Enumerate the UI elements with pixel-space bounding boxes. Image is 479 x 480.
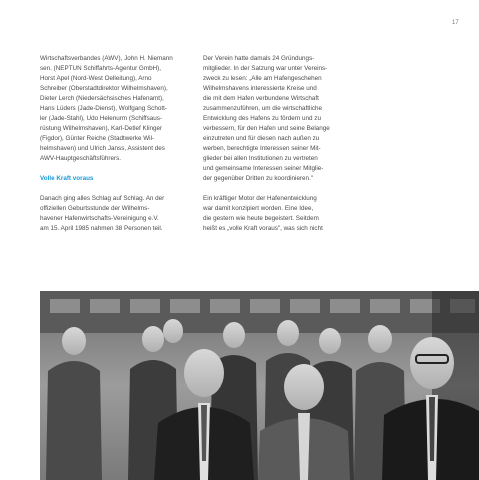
left-paragraph-2 xyxy=(40,194,190,234)
text-line: sen. (NEPTUN Schiffahrts-Agentur GmbH), xyxy=(40,65,161,72)
text-line: Wilhelmshavens interessierte Kreise und xyxy=(203,85,317,92)
text-line: einzutreten und für diesen nach außen zu xyxy=(203,135,320,142)
text-line: verbessern, für den Hafen und seine Belange xyxy=(203,125,330,132)
text-line: Entwicklung des Hafens zu fördern und zu xyxy=(203,115,321,122)
text-line: am 15. April 1985 nahmen 38 Personen teil. xyxy=(40,225,163,232)
text-line: heißt es „volle Kraft voraus", was sich nicht xyxy=(203,225,323,232)
group-photo xyxy=(40,291,479,480)
group-photo-illustration xyxy=(40,291,479,480)
text-line: havener Hafenwirtschafts-Vereinigung e.V. xyxy=(40,215,159,222)
text-line: Ein kräftiger Motor der Hafenentwicklung xyxy=(203,195,317,202)
text-line: Danach ging alles Schlag auf Schlag. An der xyxy=(40,195,165,202)
text-line: Der Verein hatte damals 24 Gründungs- xyxy=(203,55,315,62)
right-text-column xyxy=(203,54,353,234)
text-line: die gestern wie heute begeistert. Seitdem xyxy=(203,215,319,222)
right-paragraph-2 xyxy=(203,194,353,234)
text-line: Wirtschaftsverbandes (AWV), John H. Niemann xyxy=(40,55,173,62)
text-line: Horst Apel (Nord-West Oelleitung), Arno xyxy=(40,75,152,82)
text-line: der gegenüber Dritten zu koordinieren." xyxy=(203,175,314,182)
text-line: Schreiber (Oberstadtdirektor Wilhelmshaven), xyxy=(40,85,168,92)
text-line: war damit konzipiert worden. Eine Idee, xyxy=(203,205,314,212)
text-line: glieder bei allen Institutionen zu vertreten xyxy=(203,155,318,162)
text-line: (Figdor), Günter Reiche (Stadtwerke Wil- xyxy=(40,135,155,142)
right-paragraph-1 xyxy=(203,54,353,184)
text-line: rüstung Wilhelmshaven), Karl-Detlef Klinger xyxy=(40,125,163,132)
text-line: die mit dem Hafen verbundene Wirtschaft xyxy=(203,95,319,102)
text-line: zweck zu lesen: „Alle am Hafengeschehen xyxy=(203,75,322,82)
text-line: zusammenzuführen, um die wirtschaftliche xyxy=(203,105,322,112)
text-line: werben, berechtigte Interessen seiner Mit- xyxy=(203,145,321,152)
text-line: helmshaven) und Ulrich Janss, Assistent des xyxy=(40,145,165,152)
paragraph-gap xyxy=(40,184,190,194)
section-heading: Volle Kraft voraus xyxy=(40,175,94,182)
text-line: offiziellen Geburtsstunde der Wilhelms- xyxy=(40,205,150,212)
text-line: AWV-Hauptgeschäftsführers. xyxy=(40,155,121,162)
text-line: ler (Jade-Stahl), Udo Helenurm (Schiffsaus- xyxy=(40,115,163,122)
text-line: mitglieder. In der Satzung war unter Vereins- xyxy=(203,65,328,72)
text-line: Hans Lüders (Jade-Dienst), Wolfgang Schott- xyxy=(40,105,167,112)
left-text-column xyxy=(40,54,190,234)
page-number: 17 xyxy=(452,20,459,26)
building-windows xyxy=(50,299,475,313)
text-line: Dieter Lerch (Niedersächsisches Hafenamt), xyxy=(40,95,164,102)
paragraph-gap xyxy=(203,184,353,194)
paragraph-gap xyxy=(40,164,190,174)
text-line: und gemeinsame Interessen seiner Mitglie- xyxy=(203,165,324,172)
left-paragraph-1 xyxy=(40,54,190,164)
